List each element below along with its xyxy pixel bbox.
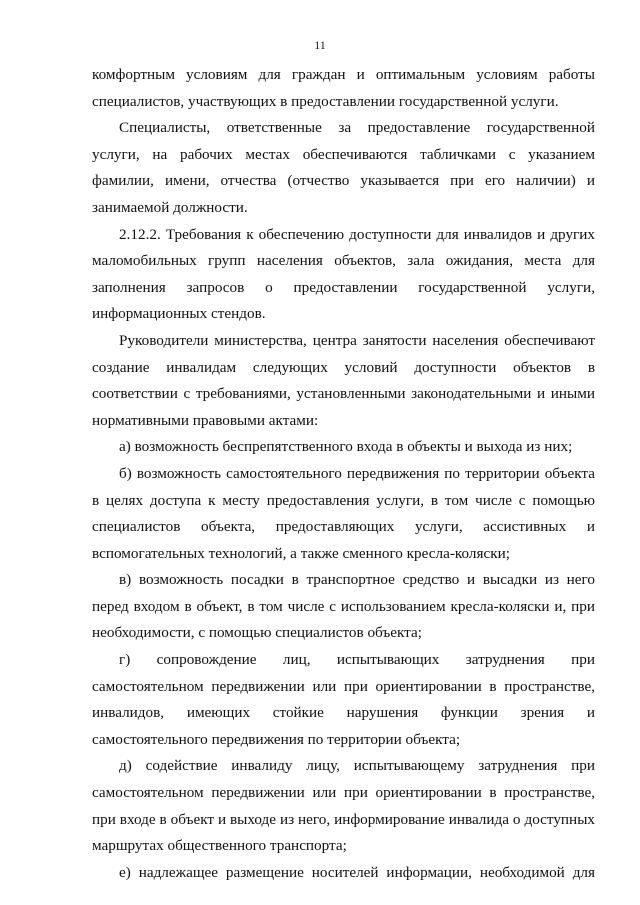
paragraph-comfort-conditions: комфортным условиям для граждан и оптимальным условиям работы специалистов, участвующих в предоставлении государственной услуги. xyxy=(92,66,595,110)
list-item-v: в) возможность посадки в транспортное средство и высадки из него перед входом в объект, в том числе с использованием кресла-коляски и, при необходимости, с помощью специалистов объекта; xyxy=(92,571,595,642)
list-item-b: б) возможность самостоятельного передвижения по территории объекта в целях доступа к месту предоставления услуги, в том числе с помощью специалистов объекта, предоставляющих услуги, ассистивных и вспомогательных технологий, а также сменного кресла-коляски; xyxy=(92,464,595,562)
list-item-e: е) надлежащее размещение носителей информации, необходимой для xyxy=(119,863,595,881)
list-item-d: д) содействие инвалиду лицу, испытывающему затруднения при самостоятельном передвижении или при ориентировании в пространстве, при входе в объект и выходе из него, информирование инвалида о доступных маршрутах общественного транспорта; xyxy=(92,757,595,855)
document-body xyxy=(92,62,595,886)
page-number: 11 xyxy=(314,38,326,52)
paragraph-accessibility-requirements: 2.12.2. Требования к обеспечению доступности для инвалидов и других маломобильных групп населения объектов, зала ожидания, места для заполнения запросов о предоставлении государственной услуги, информационных стендов. xyxy=(92,225,595,323)
list-item-g: г) сопровождение лиц, испытывающих затруднения при самостоятельном передвижении или при ориентировании в пространстве, инвалидов, имеющих стойкие нарушения функции зрения и самостоятельного передвижения по территории объекта; xyxy=(92,651,595,748)
paragraph-specialists-plates: Специалисты, ответственные за предоставление государственной услуги, на рабочих местах обеспечиваются табличками с указанием фамилии, имени, отчества (отчество указывается при его наличии) и занимаемой должности. xyxy=(92,119,595,216)
list-item-a: а) возможность беспрепятственного входа в объекты и выхода из них; xyxy=(119,438,573,456)
paragraph-managers-provide: Руководители министерства, центра занятости населения обеспечивают создание инвалидам следующих условий доступности объектов в соответствии с требованиями, установленными законодательными и иными нормативными правовыми актами: xyxy=(92,331,595,429)
